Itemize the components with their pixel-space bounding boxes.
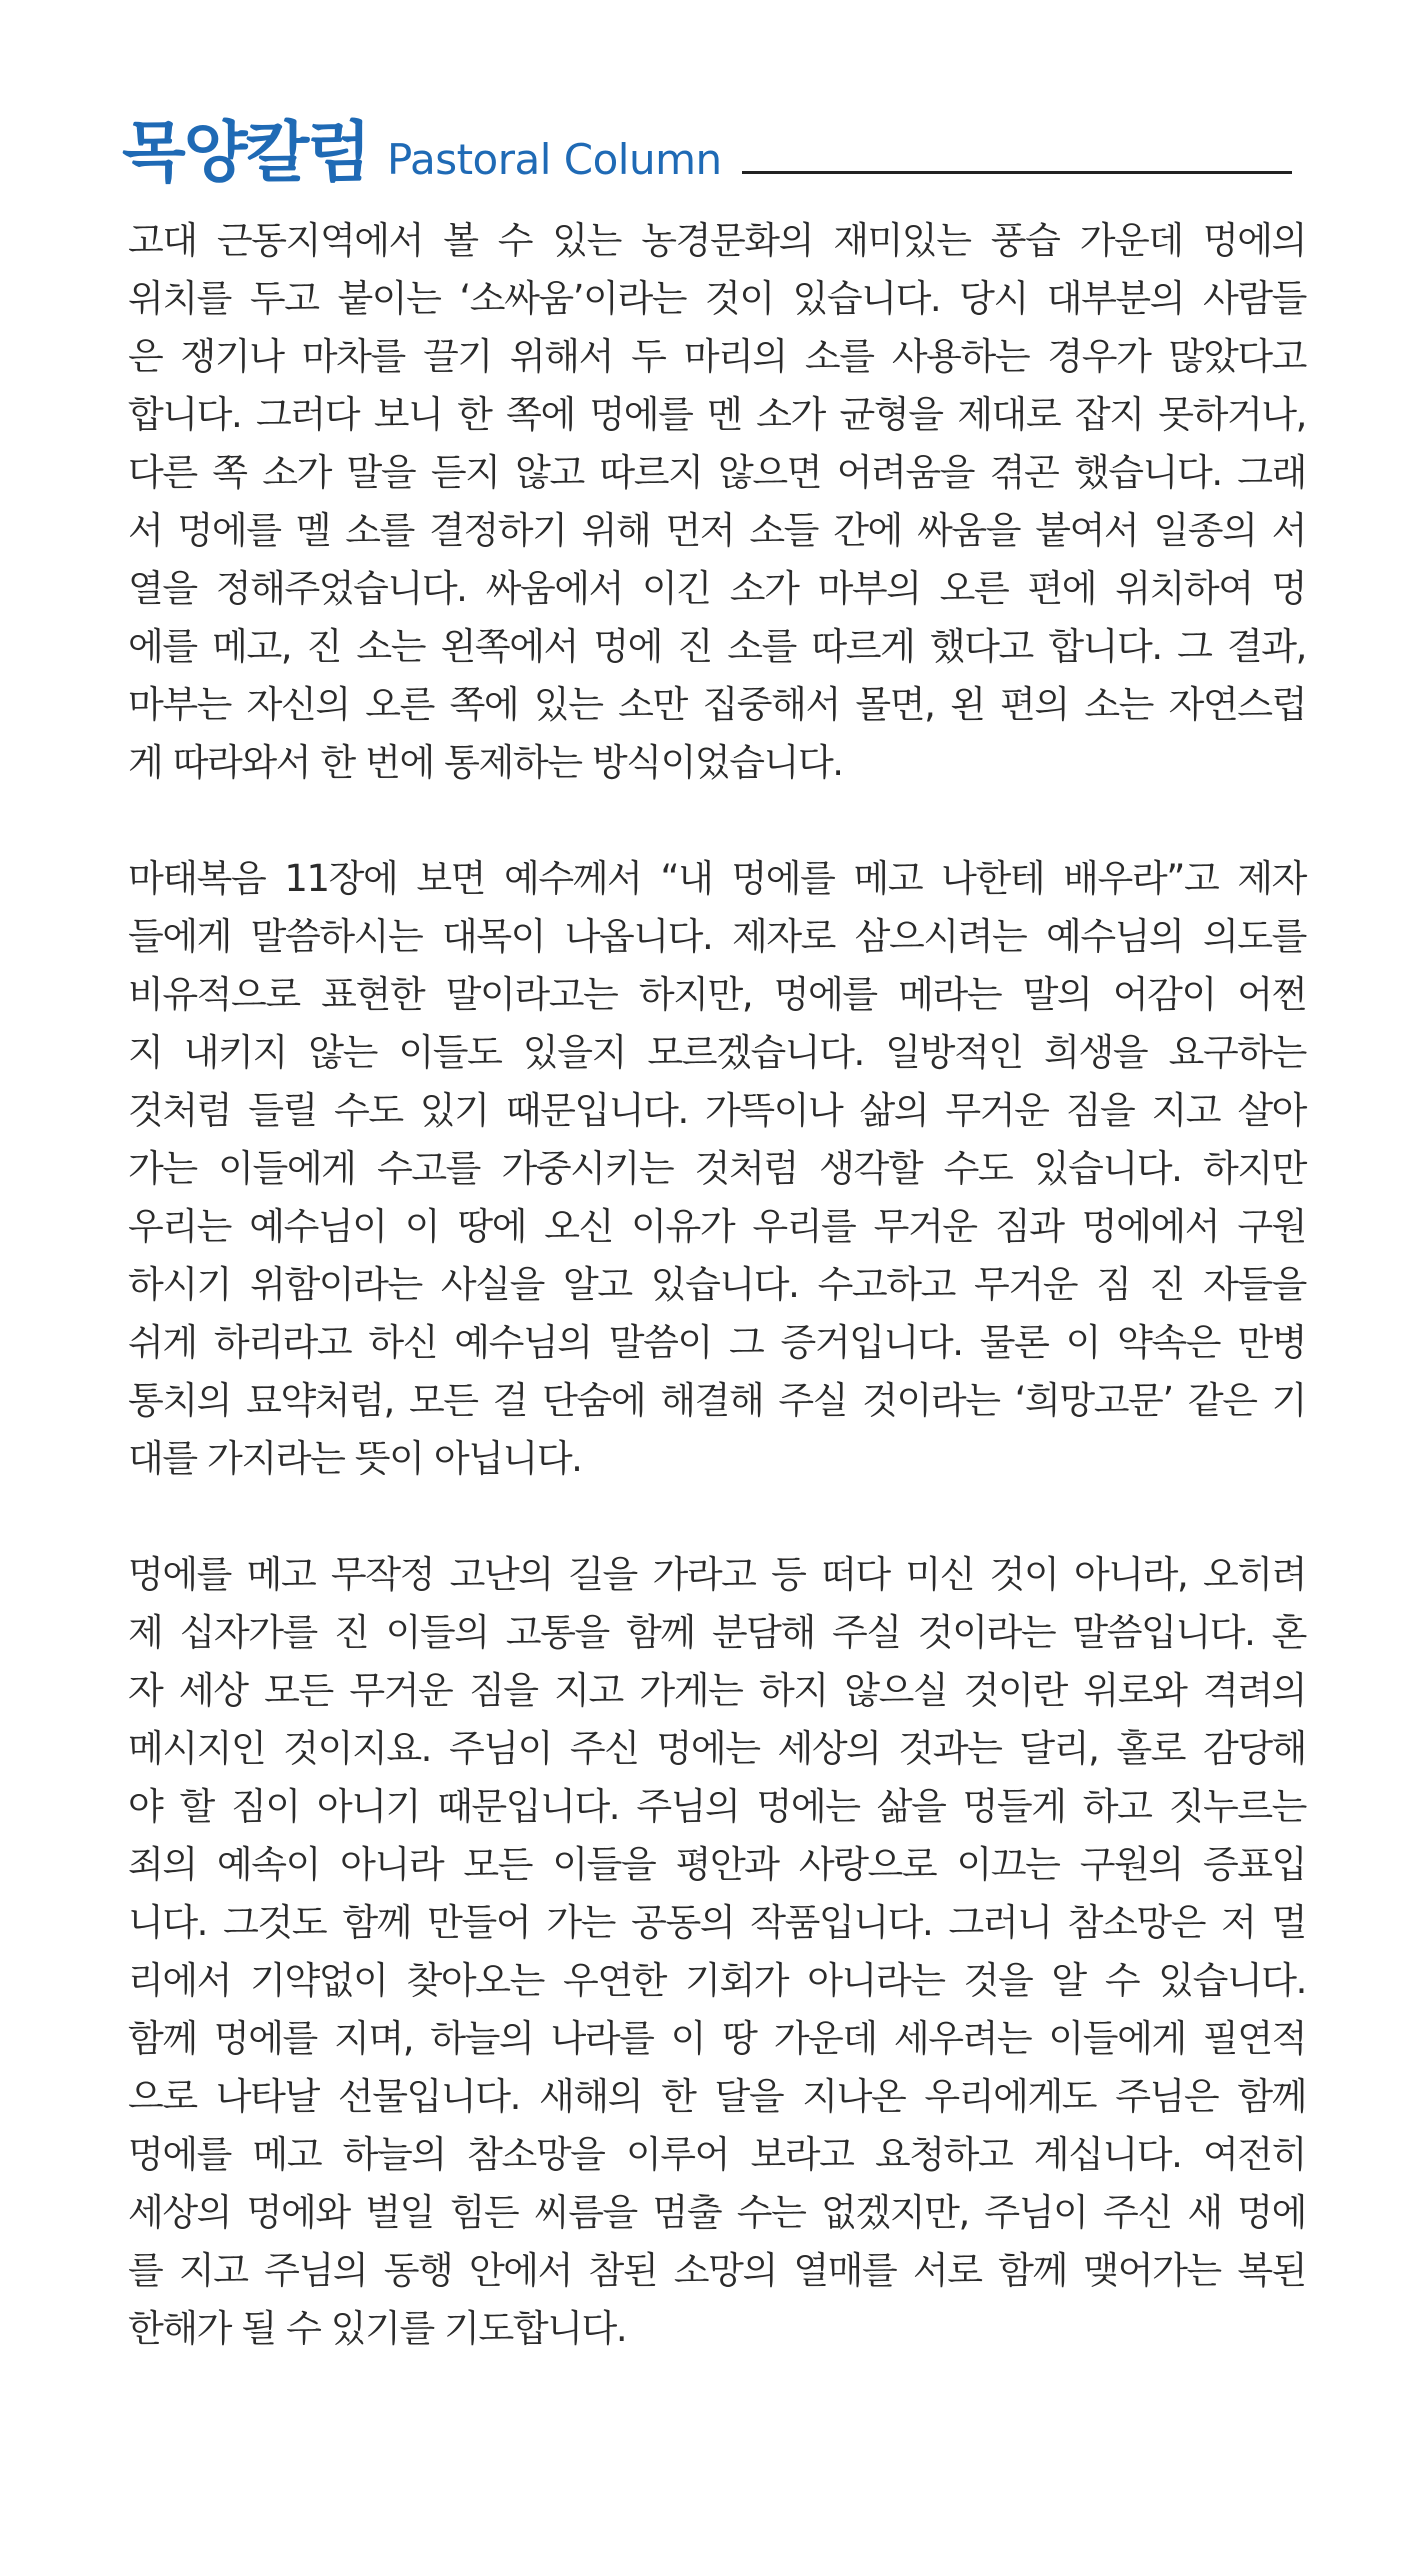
paragraph-line: 제 십자가를 진 이들의 고통을 함께 분담해 주실 것이라는 말씀입니다. 혼 (128, 1611, 1306, 1654)
paragraph-line: 리에서 기약없이 찾아오는 우연한 기회가 아니라는 것을 알 수 있습니다. (128, 1959, 1306, 2002)
paragraph-line: 합니다. 그러다 보니 한 쪽에 멍에를 멘 소가 균형을 제대로 잡지 못하거나, (128, 393, 1306, 436)
paragraph-line: 쉬게 하리라고 하신 예수님의 말씀이 그 증거입니다. 물론 이 약속은 만병 (128, 1321, 1306, 1364)
paragraph-line: 메시지인 것이지요. 주님이 주신 멍에는 세상의 것과는 달리, 홀로 감당해 (128, 1727, 1306, 1770)
paragraph-line: 하시기 위함이라는 사실을 알고 있습니다. 수고하고 무거운 짐 진 자들을 (128, 1263, 1306, 1306)
column-body (128, 212, 1306, 2416)
paragraph-line: 멍에를 메고 무작정 고난의 길을 가라고 등 떠다 미신 것이 아니라, 오히려 (128, 1553, 1306, 1596)
paragraph-line: 한해가 될 수 있기를 기도합니다. (128, 2307, 627, 2350)
paragraph-line: 를 지고 주님의 동행 안에서 참된 소망의 열매를 서로 함께 맺어가는 복된 (128, 2249, 1306, 2292)
paragraph-line: 죄의 예속이 아니라 모든 이들을 평안과 사랑으로 이끄는 구원의 증표입 (128, 1843, 1306, 1886)
column-header (122, 108, 1292, 191)
paragraph-line: 멍에를 메고 하늘의 참소망을 이루어 보라고 요청하고 계십니다. 여전히 (128, 2133, 1306, 2176)
paragraph-3 (128, 1546, 1306, 2358)
column-title-english: Pastoral Column (387, 135, 722, 184)
paragraph-2 (128, 850, 1306, 1488)
paragraph-line: 세상의 멍에와 벌일 힘든 씨름을 멈출 수는 없겠지만, 주님이 주신 새 멍에 (128, 2191, 1306, 2234)
paragraph-line: 다른 쪽 소가 말을 듣지 않고 따르지 않으면 어려움을 겪곤 했습니다. 그래 (128, 451, 1306, 494)
title-divider-line (742, 171, 1292, 174)
paragraph-line: 열을 정해주었습니다. 싸움에서 이긴 소가 마부의 오른 편에 위치하여 멍 (128, 567, 1306, 610)
paragraph-line: 통치의 묘약처럼, 모든 걸 단숨에 해결해 주실 것이라는 ‘희망고문’ 같은 기 (128, 1379, 1306, 1422)
paragraph-line: 야 할 짐이 아니기 때문입니다. 주님의 멍에는 삶을 멍들게 하고 짓누르는 (128, 1785, 1306, 1828)
paragraph-line: 게 따라와서 한 번에 통제하는 방식이었습니다. (128, 741, 843, 784)
paragraph-line: 우리는 예수님이 이 땅에 오신 이유가 우리를 무거운 짐과 멍에에서 구원 (128, 1205, 1306, 1248)
paragraph-line: 니다. 그것도 함께 만들어 가는 공동의 작품입니다. 그러니 참소망은 저 멀 (128, 1901, 1306, 1944)
paragraph-line: 들에게 말씀하시는 대목이 나옵니다. 제자로 삼으시려는 예수님의 의도를 (128, 915, 1306, 958)
paragraph-line: 위치를 두고 붙이는 ‘소싸움’이라는 것이 있습니다. 당시 대부분의 사람들 (128, 277, 1306, 320)
paragraph-line: 자 세상 모든 무거운 짐을 지고 가게는 하지 않으실 것이란 위로와 격려의 (128, 1669, 1306, 1712)
paragraph-1 (128, 212, 1306, 792)
paragraph-line: 마부는 자신의 오른 쪽에 있는 소만 집중해서 몰면, 왼 편의 소는 자연스럽 (128, 683, 1306, 726)
paragraph-line: 은 쟁기나 마차를 끌기 위해서 두 마리의 소를 사용하는 경우가 많았다고 (128, 335, 1306, 378)
paragraph-line: 가는 이들에게 수고를 가중시키는 것처럼 생각할 수도 있습니다. 하지만 (128, 1147, 1306, 1190)
paragraph-line: 비유적으로 표현한 말이라고는 하지만, 멍에를 메라는 말의 어감이 어쩐 (128, 973, 1306, 1016)
paragraph-line: 지 내키지 않는 이들도 있을지 모르겠습니다. 일방적인 희생을 요구하는 (128, 1031, 1306, 1074)
paragraph-line: 마태복음 11장에 보면 예수께서 “내 멍에를 메고 나한테 배우라”고 제자 (128, 857, 1306, 900)
paragraph-line: 고대 근동지역에서 볼 수 있는 농경문화의 재미있는 풍습 가운데 멍에의 (128, 219, 1306, 262)
paragraph-line: 으로 나타날 선물입니다. 새해의 한 달을 지나온 우리에게도 주님은 함께 (128, 2075, 1306, 2118)
paragraph-line: 서 멍에를 멜 소를 결정하기 위해 먼저 소들 간에 싸움을 붙여서 일종의 서 (128, 509, 1306, 552)
paragraph-line: 것처럼 들릴 수도 있기 때문입니다. 가뜩이나 삶의 무거운 짐을 지고 살아 (128, 1089, 1306, 1132)
paragraph-line: 대를 가지라는 뜻이 아닙니다. (128, 1437, 582, 1480)
column-title-korean: 목양칼럼 (122, 114, 370, 191)
paragraph-line: 에를 메고, 진 소는 왼쪽에서 멍에 진 소를 따르게 했다고 합니다. 그 결과, (128, 625, 1306, 668)
paragraph-line: 함께 멍에를 지며, 하늘의 나라를 이 땅 가운데 세우려는 이들에게 필연적 (128, 2017, 1306, 2060)
